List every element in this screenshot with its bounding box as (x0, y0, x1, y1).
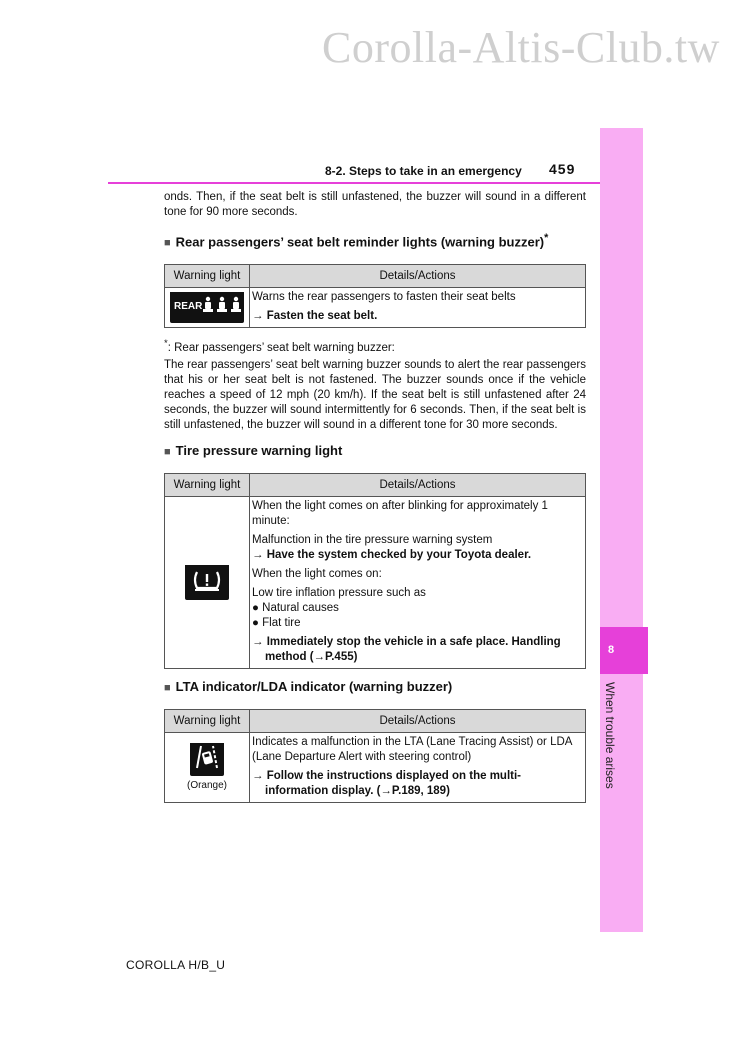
square-bullet-icon: ■ (164, 237, 171, 250)
lta-details (250, 733, 586, 803)
section-title: 8-2. Steps to take in an emergency (325, 164, 522, 178)
intro-paragraph: onds. Then, if the seat belt is still unfastened, the buzzer will sound in a different tone for 90 more seconds. (164, 191, 586, 218)
tire-action-2: → Immediately stop the vehicle in a safe place. Handling method (→P.455) (252, 636, 561, 664)
page-number: 459 (549, 161, 576, 177)
column-header-warning-light: Warning light (165, 265, 250, 288)
footnote-mark: * (544, 232, 549, 244)
rear-seatbelt-table (164, 264, 586, 328)
tire-pressure-heading: ■ Tire pressure warning light (164, 443, 343, 459)
tire-pressure-table (164, 473, 586, 669)
square-bullet-icon: ■ (164, 446, 171, 459)
tire-detail-1: When the light comes on after blinking for approximately 1 minute: (252, 500, 548, 528)
rear-seatbelt-heading: ■ Rear passengers’ seat belt reminder lights (warning buzzer)* (164, 232, 549, 250)
column-header-details: Details/Actions (250, 710, 586, 733)
lane-departure-icon (190, 743, 224, 776)
header-rule (108, 182, 600, 184)
lta-icon-caption: (Orange) (186, 779, 227, 791)
square-bullet-icon: ■ (164, 682, 171, 695)
tire-pressure-warning-icon (185, 565, 229, 600)
tire-bullet-1: ● Natural causes (252, 602, 339, 615)
tire-bullet-2: ● Flat tire (252, 617, 301, 630)
chapter-title: When trouble arises (603, 682, 617, 789)
tire-pressure-details (250, 497, 586, 669)
lta-heading: ■ LTA indicator/LDA indicator (warning buzzer) (164, 679, 453, 695)
tire-detail-3: When the light comes on: (252, 568, 382, 581)
lta-action: → Follow the instructions displayed on the multi-information display. (→P.189, 189) (252, 770, 521, 798)
lta-icon-cell (165, 733, 250, 803)
tire-detail-4: Low tire inflation pressure such as (252, 587, 426, 600)
chapter-side-tab (600, 128, 643, 932)
rear-icon-text: REAR (174, 301, 203, 313)
watermark: Corolla-Altis-Club.tw (322, 23, 720, 72)
chapter-number-box[interactable] (600, 627, 648, 674)
rear-seatbelt-icon-cell (165, 288, 250, 328)
rear-seatbelt-details (250, 288, 586, 328)
page-content (164, 190, 586, 811)
footer-model: COROLLA H/B_U (126, 958, 226, 972)
column-header-details: Details/Actions (250, 265, 586, 288)
tire-detail-2: Malfunction in the tire pressure warning system (252, 534, 493, 547)
rear-seatbelt-action: → Fasten the seat belt. (252, 310, 378, 323)
rear-buzzer-paragraph: The rear passengers’ seat belt warning buzzer sounds to alert the rear passengers that his or her seat belt is not fastened. The buzzer sounds once if the vehicle reaches a speed of 12 mph (20 km/h). If the seat belt is still unfastened after 24 seconds, the buzzer will sound intermittently for 6 seconds. Then, if the seat belt is still unfastened, the buzzer will sound in a different tone for 30 more seconds. (164, 359, 586, 432)
chapter-number: 8 (608, 644, 615, 656)
column-header-details: Details/Actions (250, 474, 586, 497)
tire-pressure-icon-cell (165, 497, 250, 669)
tire-action-1: → Have the system checked by your Toyota dealer. (252, 549, 532, 562)
rear-seatbelt-reminder-icon (170, 292, 244, 323)
column-header-warning-light: Warning light (165, 710, 250, 733)
lta-table (164, 709, 586, 803)
lta-detail-text: Indicates a malfunction in the LTA (Lane Tracing Assist) or LDA (Lane Departure Alert with steering control) (252, 736, 572, 764)
rear-footnote: *: Rear passengers’ seat belt warning buzzer: (164, 338, 395, 355)
rear-seatbelt-detail-text: Warns the rear passengers to fasten their seat belts (252, 291, 516, 304)
column-header-warning-light: Warning light (165, 474, 250, 497)
